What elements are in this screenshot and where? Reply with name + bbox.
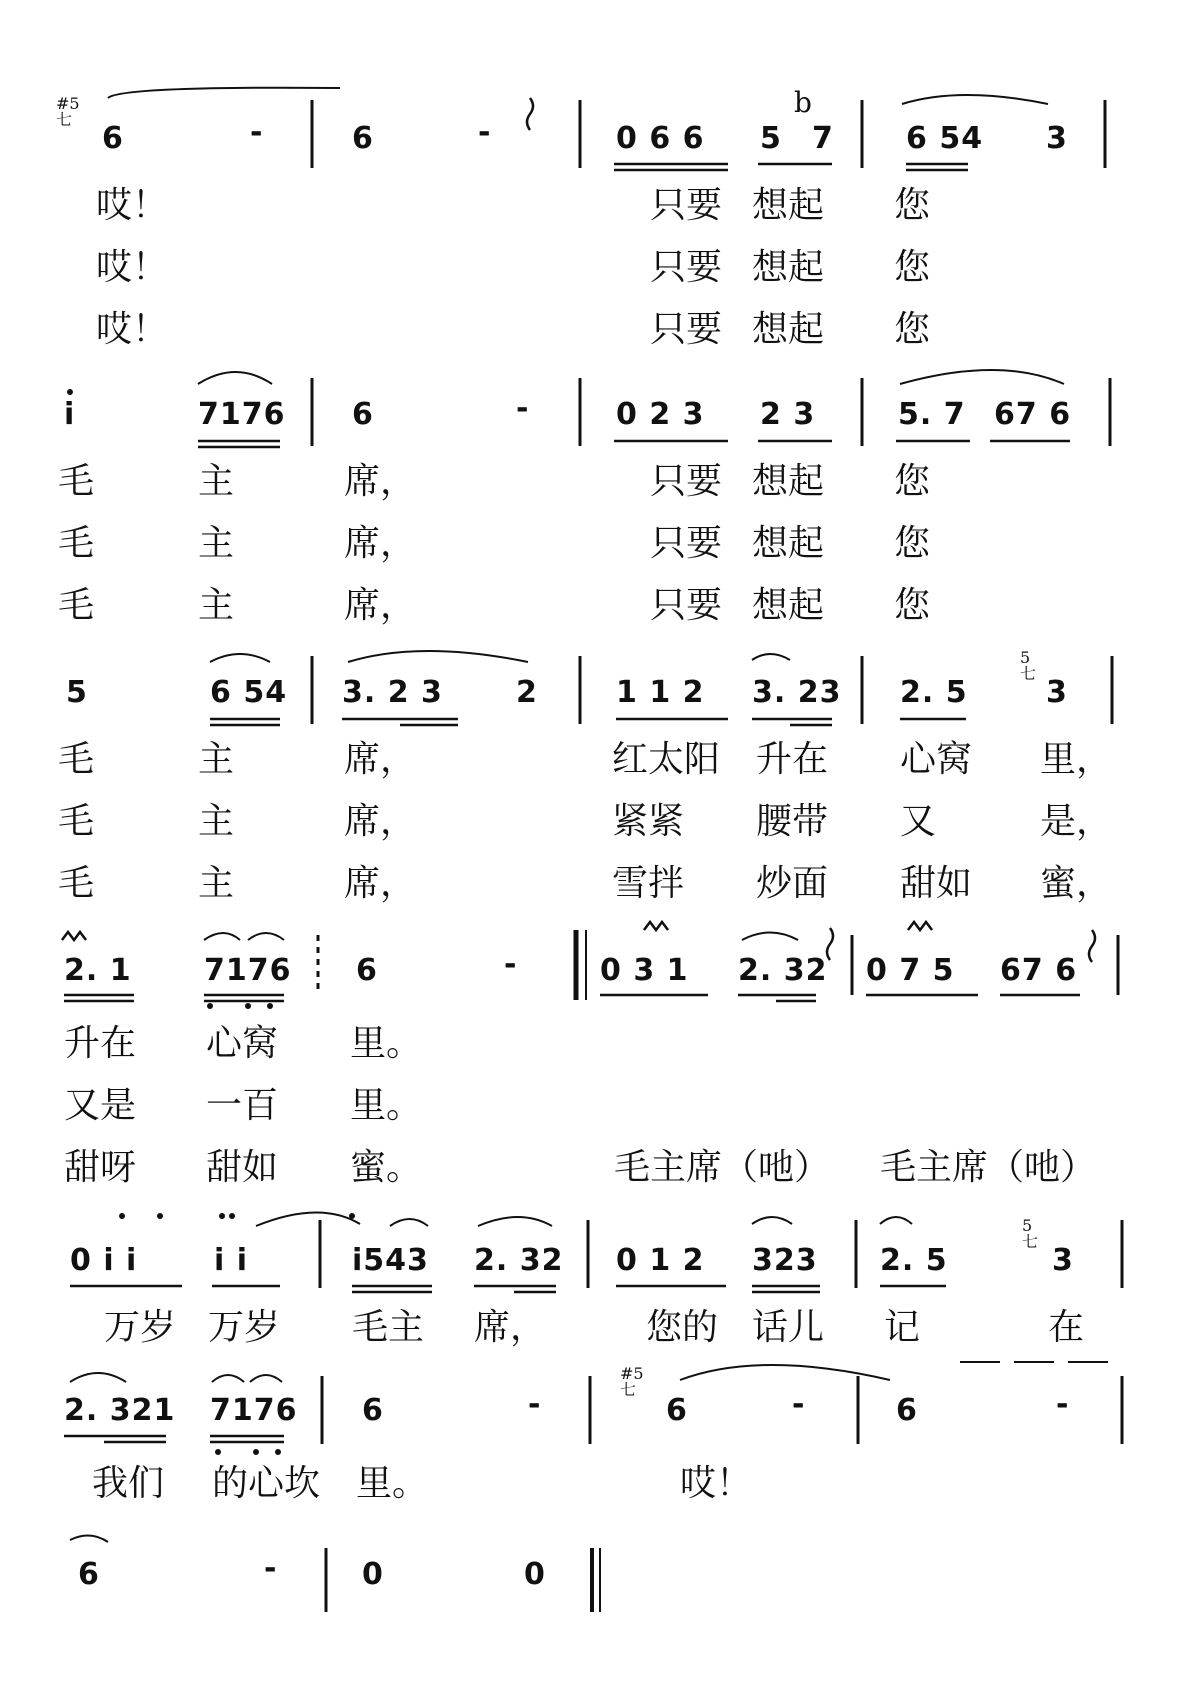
lyric: 炒面: [756, 863, 829, 904]
lyric: 毛主: [352, 1307, 425, 1348]
note-group: 7176: [204, 953, 292, 988]
lyric: 想起: [752, 523, 825, 564]
note: 3: [1052, 1243, 1074, 1278]
lyric: 只要: [650, 309, 723, 350]
lyric: 席，: [344, 523, 417, 564]
lyric: 毛: [58, 585, 95, 626]
lyric: 甜呀: [64, 1147, 137, 1188]
lyric: 毛主席（吔）: [880, 1147, 1097, 1188]
dash: -: [504, 947, 518, 982]
note-group: 6 54: [210, 675, 288, 710]
note: 6: [102, 121, 124, 156]
lyric: 毛: [58, 523, 95, 564]
lyric: 紧紧: [612, 801, 685, 842]
note: 5: [760, 121, 782, 156]
lyric: 话儿: [752, 1307, 825, 1348]
lyric: 您: [894, 309, 931, 350]
lyric: 里。: [356, 1463, 429, 1504]
note-group: 5. 7: [898, 397, 966, 432]
note: 6: [352, 121, 374, 156]
note: 6: [666, 1393, 688, 1428]
dash: -: [250, 115, 264, 150]
lyric: 您: [894, 585, 931, 626]
lyric: 里。: [350, 1085, 423, 1126]
note-group: 0 2 3: [616, 397, 705, 432]
lyric: 您: [894, 523, 931, 564]
lyric: 一百: [206, 1085, 279, 1126]
note: 3: [1046, 121, 1068, 156]
lyric: 毛主席（吔）: [614, 1147, 831, 1188]
lyric: 记: [884, 1307, 921, 1348]
lyric: 升在: [756, 739, 829, 780]
lyric: 想起: [752, 309, 825, 350]
lyric: 红太阳: [612, 739, 721, 780]
lyric: 主: [198, 585, 235, 626]
note-group: 6 54: [906, 121, 984, 156]
lyric: 蜜。: [350, 1147, 423, 1188]
lyric: 只要: [650, 185, 723, 226]
note: 5: [66, 675, 88, 710]
lyric: 主: [198, 801, 235, 842]
flat-sign: b: [794, 86, 812, 119]
lyric: 心窝: [206, 1023, 279, 1064]
dash: -: [264, 1551, 278, 1586]
note: 6: [896, 1393, 918, 1428]
grace-note: #5 七: [56, 94, 80, 129]
lyric: 毛: [58, 739, 95, 780]
grace-note: 5 七: [1022, 1216, 1039, 1251]
note-group: 67 6: [994, 397, 1072, 432]
lyric: 雪拌: [612, 863, 685, 904]
rest: 0: [524, 1557, 546, 1592]
dash: -: [478, 115, 492, 150]
note-group: 2. 321: [64, 1393, 176, 1428]
lyric: 哎！: [96, 247, 169, 288]
note-group: 0 3 1: [600, 953, 689, 988]
lyric: 又是: [64, 1085, 137, 1126]
lyric: 毛: [58, 801, 95, 842]
lyric: 您: [894, 185, 931, 226]
lyric: 毛: [58, 863, 95, 904]
note-group: 2 3: [760, 397, 816, 432]
lyric: 只要: [650, 523, 723, 564]
note: 6: [78, 1557, 100, 1592]
note-group: 7176: [210, 1393, 298, 1428]
lyric: 万岁: [104, 1307, 177, 1348]
lyric: 想起: [752, 585, 825, 626]
note: i: [64, 397, 76, 432]
lyric: 里。: [350, 1023, 423, 1064]
grace-note: 5 七: [1020, 648, 1037, 683]
lyric: 您的: [646, 1307, 719, 1348]
lyric: 哎！: [96, 185, 169, 226]
lyric: 您: [894, 461, 931, 502]
note-group: 2. 5: [880, 1243, 948, 1278]
lyric: 心窝: [900, 739, 973, 780]
dash: -: [516, 391, 530, 426]
dash: -: [1056, 1387, 1070, 1422]
note-group: 3. 23: [752, 675, 842, 710]
note-group: i i: [214, 1243, 249, 1278]
note: 3: [1046, 675, 1068, 710]
lyric: 主: [198, 523, 235, 564]
lyric: 的心坎: [212, 1463, 321, 1504]
note-group: 3. 2 3: [342, 675, 443, 710]
note-group: 2. 1: [64, 953, 132, 988]
note-group: 0 7 5: [866, 953, 955, 988]
note-group: 7176: [198, 397, 286, 432]
lyric: 毛: [58, 461, 95, 502]
lyric: 席，: [344, 461, 417, 502]
lyric: 只要: [650, 461, 723, 502]
note-group: 2. 32: [738, 953, 828, 988]
lyric: 升在: [64, 1023, 137, 1064]
lyric: 甜如: [900, 863, 973, 904]
lyric: 只要: [650, 585, 723, 626]
lyric: 席，: [344, 801, 417, 842]
lyric: 哎！: [96, 309, 169, 350]
note-group: i543: [352, 1243, 429, 1278]
lyric: 想起: [752, 247, 825, 288]
note-group: 0 i i: [70, 1243, 138, 1278]
lyric: 腰带: [756, 801, 829, 842]
lyric: 席，: [344, 739, 417, 780]
lyric: 席，: [474, 1307, 547, 1348]
dash: -: [528, 1387, 542, 1422]
lyric: 甜如: [206, 1147, 279, 1188]
lyric: 在: [1048, 1307, 1085, 1348]
lyric: 万岁: [208, 1307, 281, 1348]
note: 6: [352, 397, 374, 432]
lyric: 席，: [344, 585, 417, 626]
note-group: 2. 5: [900, 675, 968, 710]
lyric: 又: [900, 801, 937, 842]
lyric: 主: [198, 863, 235, 904]
note-group: 323: [752, 1243, 818, 1278]
lyric: 哎！: [680, 1463, 753, 1504]
dash: -: [792, 1387, 806, 1422]
note-group: 0 6 6: [616, 121, 705, 156]
lyric: 想起: [752, 185, 825, 226]
note-group: 2. 32: [474, 1243, 564, 1278]
lyric: 我们: [92, 1463, 165, 1504]
grace-note: #5 七: [620, 1364, 644, 1399]
lyric: 只要: [650, 247, 723, 288]
lyric: 里，: [1040, 739, 1113, 780]
lyric: 蜜，: [1040, 863, 1113, 904]
note: 2: [516, 675, 538, 710]
note: 6: [362, 1393, 384, 1428]
lyric: 是，: [1040, 801, 1113, 842]
lyric: 主: [198, 739, 235, 780]
note-group: 67 6: [1000, 953, 1078, 988]
note: 7: [812, 121, 834, 156]
note: 6: [356, 953, 378, 988]
rest: 0: [362, 1557, 384, 1592]
note-group: 1 1 2: [616, 675, 705, 710]
lyric: 主: [198, 461, 235, 502]
note-group: 0 1 2: [616, 1243, 705, 1278]
lyric: 想起: [752, 461, 825, 502]
lyric: 席，: [344, 863, 417, 904]
lyric: 您: [894, 247, 931, 288]
